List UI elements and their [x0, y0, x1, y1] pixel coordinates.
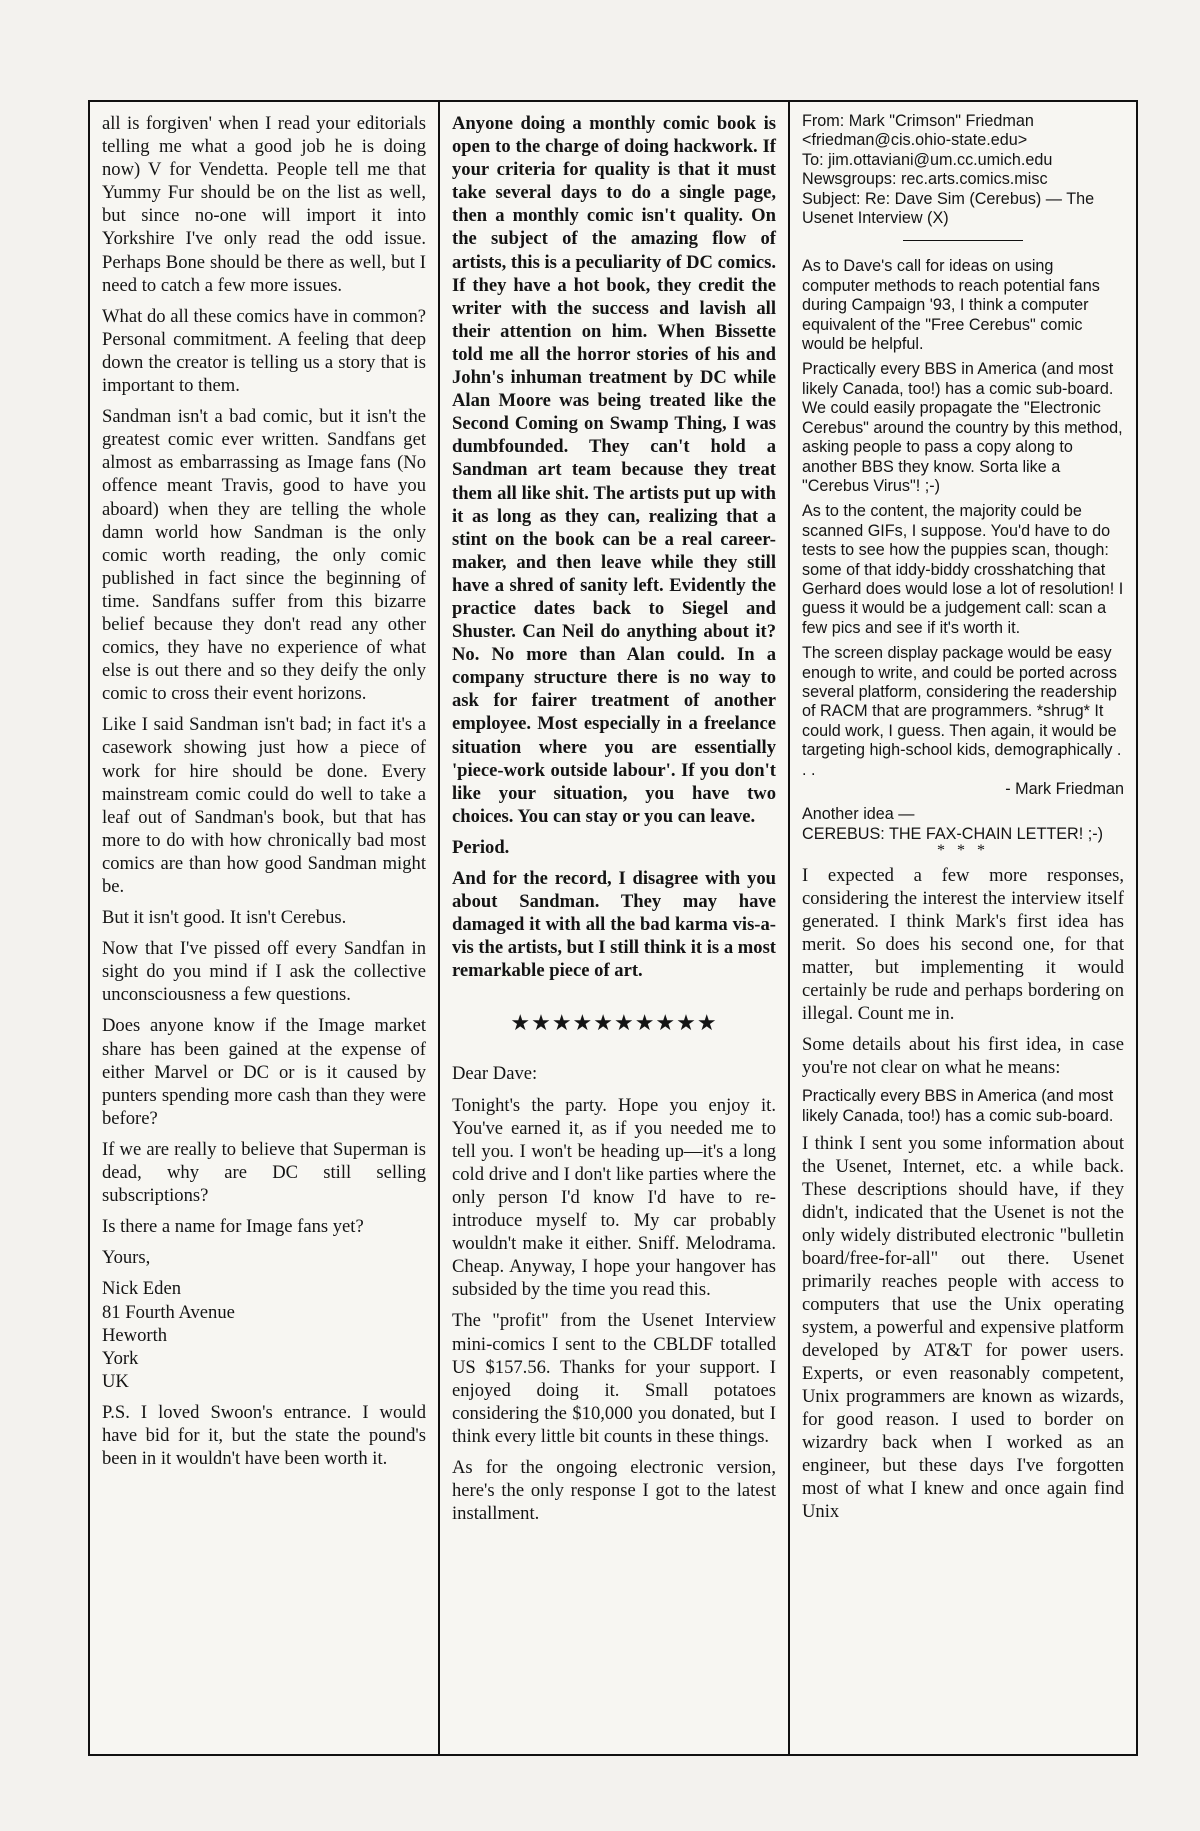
address-line: Nick Eden — [102, 1278, 181, 1300]
paragraph: I expected a few more responses, considering the interest the interview itself generated. I think Mark's first idea has merit. So does his second one, for that matter, but implementing it would certainly be rude and perhaps bordering on illegal. Count me in. — [802, 865, 1124, 1025]
paragraph: The screen display package would be easy enough to write, and could be ported across several platform, considering the readership of RACM that are programmers. *shrug* It could work, I guess. Then again, it would be targeting high-school kids, demographically . . . — [802, 644, 1122, 779]
email-address: <friedman@cis.ohio-state.edu> — [802, 131, 1028, 150]
paragraph: Anyone doing a monthly comic book is open to the charge of doing hackwork. If your criteria for quality is that it must take several days to do a single page, then a monthly comic isn't quality. On the subject of the amazing flow of artists, this is a peculiarity of DC comics. If they have a hot book, they credit the writer with the success and lavish all their attention on him. When Bissette told me all the horror stories of his and John's inhuman treatment by DC while Alan Moore was being treated like the Second Coming on Swamp Thing, I was dumbfounded. They can't hold a Sandman art team because they treat them all like shit. The artists put up with it as long as they can, realizing that a stint on the book can be a real career-maker, and then leave while they still have a shred of sanity left. Evidently the practice dates back to Siegel and Shuster. Can Neil do anything about it? No. No more than Alan could. In a company structure there is no way to ask for fairer treatment of another employee. Most especially in a freelance situation where you are essentially 'piece-work outside labour'. If you don't like your situation, you have two choices. You can stay or you can leave. — [452, 113, 776, 827]
paragraph: Period. — [452, 836, 510, 858]
postscript: P.S. I loved Swoon's entrance. I would have bid for it, but the state the pound's been in it wouldn't have been worth it. — [102, 1401, 426, 1470]
asterisk-separator: * * * — [937, 842, 989, 860]
editor-response-continued — [802, 1132, 1124, 1523]
another-idea: Another idea — — [802, 805, 915, 824]
paragraph: Some details about his first idea, in case you're not clear on what he means: — [802, 1034, 1124, 1079]
email-newsgroups: Newsgroups: rec.arts.comics.misc — [802, 170, 1048, 189]
closing-salutation: Yours, — [102, 1247, 151, 1269]
bold-reply — [452, 112, 776, 982]
signature-row — [802, 780, 1124, 805]
paragraph: I think I sent you some information about the Usenet, Internet, etc. a while back. These descriptions should have, if they didn't, indicated that the Usenet is not the only widely distributed electronic "bulletin board/free-for-all" out there. Usenet primarily reaches people with access to computers that use the Unix operating system, a powerful and expensive platform developed by AT&T for power users. Experts, or even reasonably competent, Unix programmers are known as wizards, for good reason. I used to border on wizardry back when I worked as an engineer, but these days I've forgotten most of what I knew and once again find Unix — [802, 1133, 1124, 1523]
quote: Practically every BBS in America (and most likely Canada, too!) has a comic sub-board. — [802, 1087, 1114, 1125]
paragraph: Is there a name for Image fans yet? — [102, 1216, 364, 1238]
address-line: UK — [102, 1370, 129, 1392]
paragraph: The "profit" from the Usenet Interview mini-comics I sent to the CBLDF totalled US $157.56. Thanks for your support. I enjoyed doing it. Small potatoes considering the $10,000 you donated, but I think every little bit counts in these things. — [452, 1310, 776, 1447]
quoted-text — [802, 1087, 1124, 1126]
email-to: To: jim.ottaviani@um.cc.umich.edu — [802, 150, 1053, 169]
paragraph: all is forgiven' when I read your editorials telling me what a good job he is doing now) V for Vendetta. People tell me that Yummy Fur should be on the list as well, but since no-one will import it into Yorkshire I've only read the odd issue. Perhaps Bone should be there as well, but I need to catch a few more issues. — [102, 113, 426, 296]
email-subject: Subject: Re: Dave Sim (Cerebus) — The Usenet Interview (X) — [802, 189, 1095, 228]
three-column-frame — [88, 100, 1138, 1756]
column-3 — [790, 102, 1136, 1754]
email-from: From: Mark "Crimson" Friedman — [802, 112, 1034, 130]
paragraph: But it isn't good. It isn't Cerebus. — [102, 907, 347, 929]
divider-rule — [903, 240, 1023, 241]
paragraph: If we are really to believe that Superman is dead, why are DC still selling subscriptions? — [102, 1138, 426, 1207]
address-line: Heworth — [102, 1324, 168, 1346]
column-1 — [90, 102, 440, 1754]
paragraph: Tonight's the party. Hope you enjoy it. You've earned it, as if you needed me to tell you. I won't be heading up—it's a long cold drive and I don't like parties where the only person I'd know I'd have to re-introduce myself to. My car probably wouldn't make it either. Sniff. Melodrama. Cheap. Anyway, I hope your hangover has subsided by the time you read this. — [452, 1094, 776, 1301]
column-2 — [440, 102, 790, 1754]
address-line: York — [102, 1347, 139, 1369]
star-divider: ★★★★★★★★★★ — [510, 1010, 718, 1036]
email-header — [802, 112, 1124, 228]
greeting: Dear Dave: — [452, 1063, 538, 1085]
editor-response — [802, 864, 1124, 1079]
paragraph: As to the content, the majority could be scanned GIFs, I suppose. You'd have to do tests to see how the puppies scan, though: some of that iddy-biddy crosshatching that Gerhard does would lose a lot of resolution! I guess it would be a judgement call: scan a few pics and see if it's worth it. — [802, 502, 1124, 637]
signature: - Mark Friedman — [1005, 780, 1124, 798]
email-body — [802, 257, 1124, 844]
paragraph: Practically every BBS in America (and most likely Canada, too!) has a comic sub-board. We could easily propagate the "Electronic Cerebus" around the country by this method, asking people to pass a copy along to another BBS they know. Sorta like a "Cerebus Virus"! ;-) — [802, 360, 1123, 495]
fax-chain-line: CEREBUS: THE FAX-CHAIN LETTER! ;-) — [802, 824, 1104, 843]
paragraph: Sandman isn't a bad comic, but it isn't the greatest comic ever written. Sandfans get almost as embarrassing as Image fans (No offence meant Travis, good to have you aboard) when they are telling the whole damn world how Sandman is the only comic worth reading, the only comic published in fact since the beginning of time. Sandfans suffer from this bizarre belief because they don't read any other comics, they have no experience of what else is out there and so they deify the only comic to cross their event horizons. — [102, 406, 426, 705]
paragraph: As for the ongoing electronic version, here's the only response I got to the latest installment. — [452, 1456, 776, 1525]
paragraph: Does anyone know if the Image market share has been gained at the expense of either Marvel or DC or is it caused by punters spending more cash than they were before? — [102, 1015, 426, 1129]
address-line: 81 Fourth Avenue — [102, 1301, 235, 1323]
paragraph: And for the record, I disagree with you about Sandman. They may have damaged it with all the bad karma vis-a-vis the artists, but I still think it is a most remarkable piece of art. — [452, 868, 776, 982]
paragraph: Now that I've pissed off every Sandfan in sight do you mind if I ask the collective unconsciousness a few questions. — [102, 938, 426, 1006]
sender-address — [102, 1277, 426, 1392]
paragraph: Like I said Sandman isn't bad; in fact it's a casework showing just how a piece of work for hire should be done. Every mainstream comic could do well to take a leaf out of Sandman's book, but that has more to do with how chronically bad most comics are than how good Sandman might be. — [102, 714, 426, 897]
paragraph: What do all these comics have in common? Personal commitment. A feeling that deep down the creator is telling us a story that is important to them. — [102, 305, 426, 397]
paragraph: As to Dave's call for ideas on using computer methods to reach potential fans during Campaign '93, I think a computer equivalent of the "Free Cerebus" comic would be helpful. — [802, 257, 1100, 354]
